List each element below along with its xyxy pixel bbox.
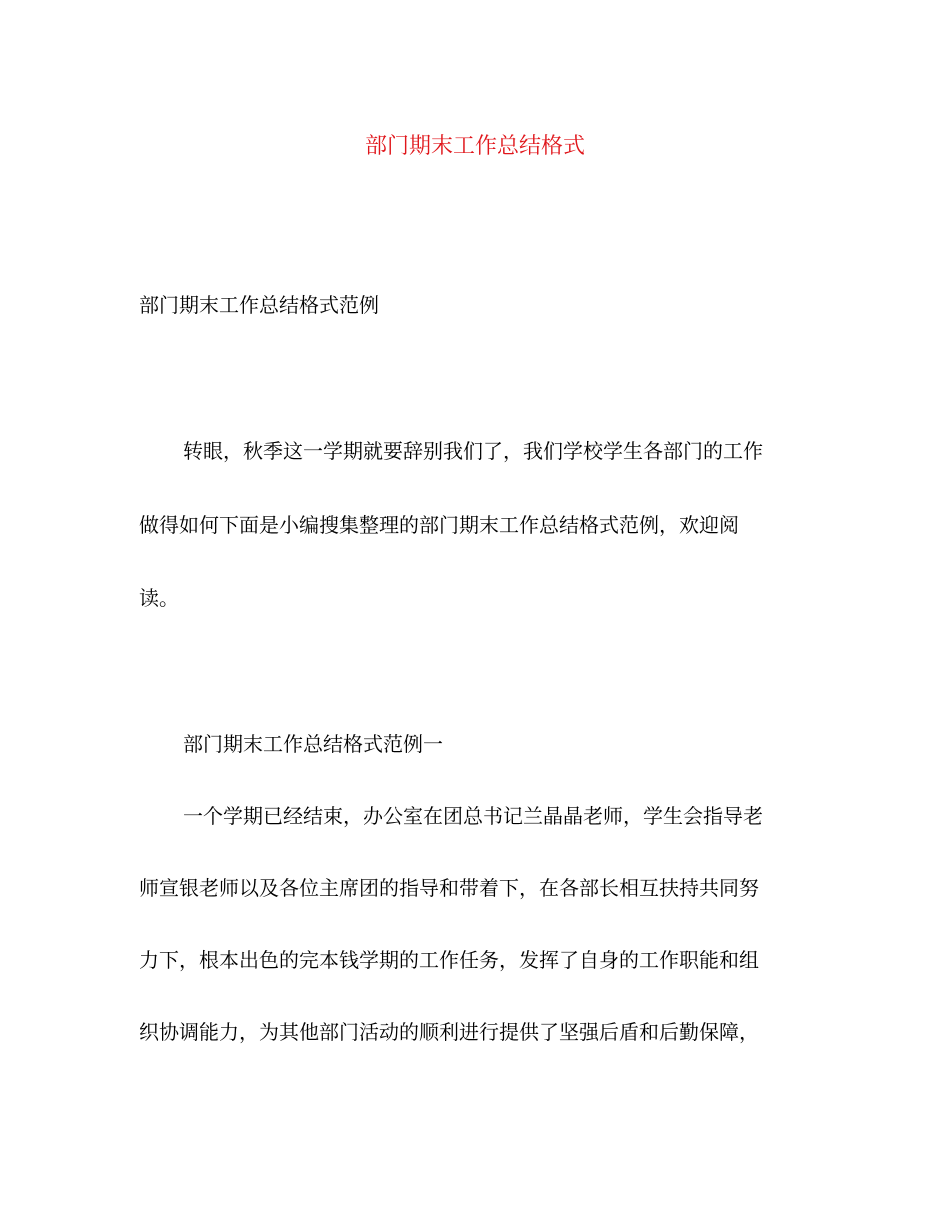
body-line: 力下，根本出色的完本钱学期的工作任务，发挥了自身的工作职能和组 [139,948,759,972]
intro-line: 做得如何下面是小编搜集整理的部门期末工作总结格式范例，欢迎阅 [139,513,739,537]
body-line: 师宣银老师以及各位主席团的指导和带着下，在各部长相互扶持共同努 [139,876,759,900]
document-title: 部门期末工作总结格式 [364,134,585,159]
intro-line: 转眼，秋季这一学期就要辞别我们了，我们学校学生各部门的工作 [183,439,763,463]
intro-line: 读。 [139,586,179,610]
body-line: 一个学期已经结束，办公室在团总书记兰晶晶老师，学生会指导老 [183,804,763,828]
body-line: 织协调能力，为其他部门活动的顺利进行提供了坚强后盾和后勤保障， [139,1020,759,1044]
document-subtitle: 部门期末工作总结格式范例 [139,293,379,317]
section-heading: 部门期末工作总结格式范例一 [183,732,443,756]
